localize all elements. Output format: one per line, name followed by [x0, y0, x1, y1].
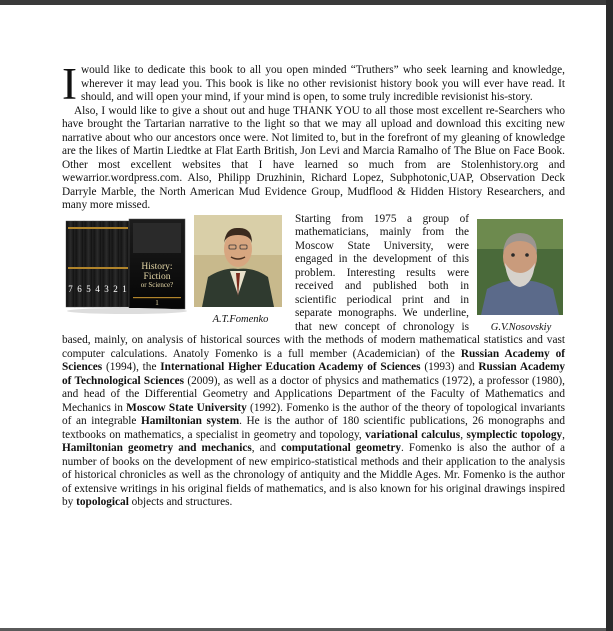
- nosovskiy-figure: [477, 219, 565, 335]
- nosovskiy-caption: G.V.Nosovskiy: [490, 322, 552, 333]
- bold-term: Russian Academy of Sciences: [62, 347, 565, 373]
- bold-term: Russian Academy of Technological Sciences: [62, 361, 566, 387]
- document-page: [62, 59, 566, 510]
- body-text: (1993) and: [420, 361, 479, 373]
- bold-term: International Higher Education Academy of Sciences: [160, 361, 421, 373]
- body-text: . He is the author of 180 scientific publications, 26 monographs and textbooks on mathematics, a specialist in geometry and topology,: [62, 415, 565, 441]
- bold-term: Hamiltonian geometry and mechanics: [62, 442, 252, 454]
- spine-number: 1: [122, 283, 127, 294]
- drop-cap: I: [62, 59, 77, 109]
- fomenko-section: [62, 213, 565, 510]
- nosovskiy-portrait: [477, 219, 563, 315]
- bold-term: topological: [76, 496, 129, 508]
- spine-number: 2: [113, 283, 118, 294]
- dedication-paragraph: [62, 59, 565, 109]
- spine-number: 7: [68, 283, 73, 294]
- body-text: , and: [251, 442, 282, 454]
- body-text: . Fomenko is also the author of a number of books on the development of new empirico-statistical methods and their application to the analysis of historical chronicles as well as the chronology of antiquity and the Middle Ages. Mr. Fomenko is the author of extensive writings in his original fields of mathematics, and is also known for his original drawings inspired by: [62, 442, 565, 508]
- bold-term: computational geometry: [281, 442, 402, 454]
- book-title-line3: or Science?: [140, 280, 174, 289]
- body-text: (1994), the: [102, 361, 161, 373]
- spine-number: 3: [104, 283, 109, 294]
- spine-number: 5: [86, 283, 91, 294]
- top-border: [0, 0, 613, 5]
- body-text: ,: [562, 428, 565, 441]
- book-spines: [66, 221, 129, 307]
- book-set-illustration: [64, 217, 190, 315]
- bold-term: variational calculus: [365, 428, 461, 441]
- body-text: objects and structures.: [128, 496, 233, 508]
- bold-term: Moscow State University: [126, 401, 247, 414]
- bold-term: symplectic topology: [466, 428, 563, 441]
- book-title-line1: History:: [141, 261, 173, 272]
- dedication-text: would like to dedicate this book to all you open minded “Truthers” who seek learning and knowledge, wherever it may lead you. This book is like no other revisionist history book you will ever have read. It should, and will open your mind, if your mind is open, to some truly incredible revisionist his-story.: [81, 64, 565, 103]
- bold-term: Hamiltonian system: [141, 415, 240, 427]
- body-text: (1992). Fomenko is the author of the theory of topological invariants of an integrable: [62, 401, 565, 427]
- fomenko-figure: [194, 215, 287, 327]
- right-border: [606, 0, 613, 631]
- body-text: ,: [460, 428, 467, 441]
- spine-number: 4: [95, 283, 100, 294]
- thanks-paragraph: Also, I would like to give a shout out and huge THANK YOU to all those most excellent re-Searchers who have brought the Tartarian narrative to the light so that we may all upload and download this exciting new narrative about who our ancestors once were. Not limited to, but in the forefront of my gleaning of knowledge are the likes of Martin Liedtke at Flat Earth British, Jon Levi and Marcia Ramalho of The Blue on Face Book. Other most excellent websites that I have learned so much from are Stolenhistory.org and wewarrior.wordpress.com. Also, Philipp Druzhinin, Richard Lopez, Subphotonic,UAP, Observation Deck Darryle Marble, the North American Mud Evidence Group, Mudflood & Hidden History Researchers, and many more missed.: [62, 104, 565, 211]
- body-text: (2009), as well as a doctor of physics and mathematics (1972), a professor (1980), and head of the Differential Geometry and Applications Department of the Faculty of Mathematics and Mechanics in: [62, 374, 565, 414]
- body-text: Starting from 1975 a group of mathematicians, mainly from the Moscow State University, were engaged in the development of this problem. Interesting results were received and published both in scientific periodical print and in separate monographs. We underline, that new concept of chronology is based, mainly, on analysis of historical sources with the methods of modern mathematical statistics and vast computer calculations. Anatoly Fomenko is a full member (Academician) of the: [62, 212, 565, 360]
- fomenko-portrait: [194, 215, 282, 307]
- book-volume-number: 1: [155, 298, 159, 307]
- book-set-image: [64, 217, 190, 315]
- fomenko-caption: A.T.Fomenko: [212, 314, 269, 325]
- spine-number: 6: [77, 283, 82, 294]
- book-title-line2: Fiction: [143, 271, 171, 282]
